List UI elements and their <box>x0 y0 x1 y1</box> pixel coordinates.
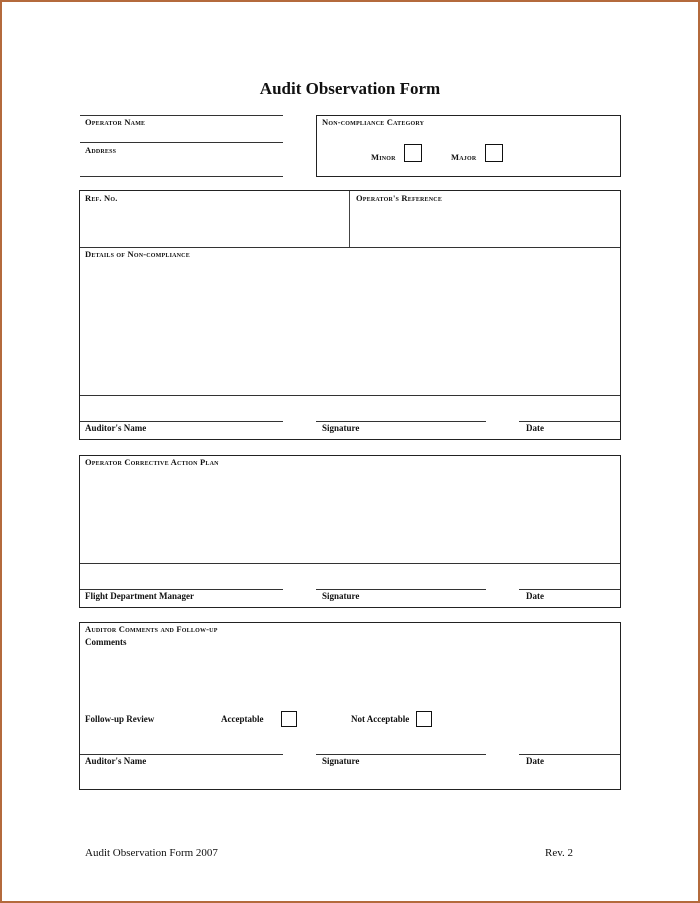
corrective-plan-field[interactable] <box>80 470 620 562</box>
form-title: Audit Observation Form <box>259 79 441 98</box>
minor-checkbox[interactable] <box>404 144 422 162</box>
footer-revision: Rev. 2 <box>545 847 574 859</box>
signature-label: Signature <box>322 591 360 601</box>
comments-heading: Auditor Comments and Follow-up <box>85 624 218 634</box>
not-acceptable-checkbox[interactable] <box>416 711 432 727</box>
details-label: Details of Non-compliance <box>85 249 190 259</box>
major-checkbox[interactable] <box>485 144 503 162</box>
manager-label: Flight Department Manager <box>85 591 194 601</box>
operator-name-top-rule <box>80 115 283 116</box>
address-label: Address <box>85 145 117 155</box>
auditor-date-field[interactable] <box>519 421 620 422</box>
signature-label: Signature <box>322 756 360 766</box>
acceptable-label: Acceptable <box>221 714 264 724</box>
operator-name-field[interactable] <box>80 142 283 143</box>
acceptable-checkbox[interactable] <box>281 711 297 727</box>
plan-bottom-rule <box>80 563 620 564</box>
operator-reference-label: Operator's Reference <box>356 193 443 203</box>
followup-label: Follow-up Review <box>85 714 155 724</box>
auditor-name-field[interactable] <box>80 421 283 422</box>
signature-label: Signature <box>322 423 360 433</box>
category-label: Non-compliance Category <box>322 117 425 127</box>
ref-divider <box>349 191 350 247</box>
corrective-plan-label: Operator Corrective Action Plan <box>85 457 219 467</box>
comments-field[interactable] <box>80 650 620 706</box>
manager-date-field[interactable] <box>519 589 620 590</box>
details-bottom-rule <box>80 395 620 396</box>
followup-signature-field[interactable] <box>316 754 486 755</box>
operator-name-label: Operator Name <box>85 117 146 127</box>
ref-no-field[interactable] <box>80 205 348 245</box>
comments-label: Comments <box>85 637 127 647</box>
details-field[interactable] <box>80 262 620 393</box>
auditor-signature-field[interactable] <box>316 421 486 422</box>
minor-label: Minor <box>371 152 396 162</box>
followup-date-field[interactable] <box>519 754 620 755</box>
footer-form-name: Audit Observation Form 2007 <box>85 847 218 859</box>
date-label: Date <box>526 423 544 433</box>
details-top-rule <box>80 247 620 248</box>
manager-name-field[interactable] <box>80 589 283 590</box>
ref-no-label: Ref. No. <box>85 193 118 203</box>
manager-signature-field[interactable] <box>316 589 486 590</box>
date-label: Date <box>526 591 544 601</box>
auditor-name-label: Auditor's Name <box>85 423 147 433</box>
major-label: Major <box>451 152 477 162</box>
address-field[interactable] <box>80 176 283 177</box>
followup-auditor-name-field[interactable] <box>80 754 283 755</box>
date-label: Date <box>526 756 544 766</box>
not-acceptable-label: Not Acceptable <box>351 714 410 724</box>
operator-reference-field[interactable] <box>351 205 619 245</box>
auditor-name-label: Auditor's Name <box>85 756 147 766</box>
